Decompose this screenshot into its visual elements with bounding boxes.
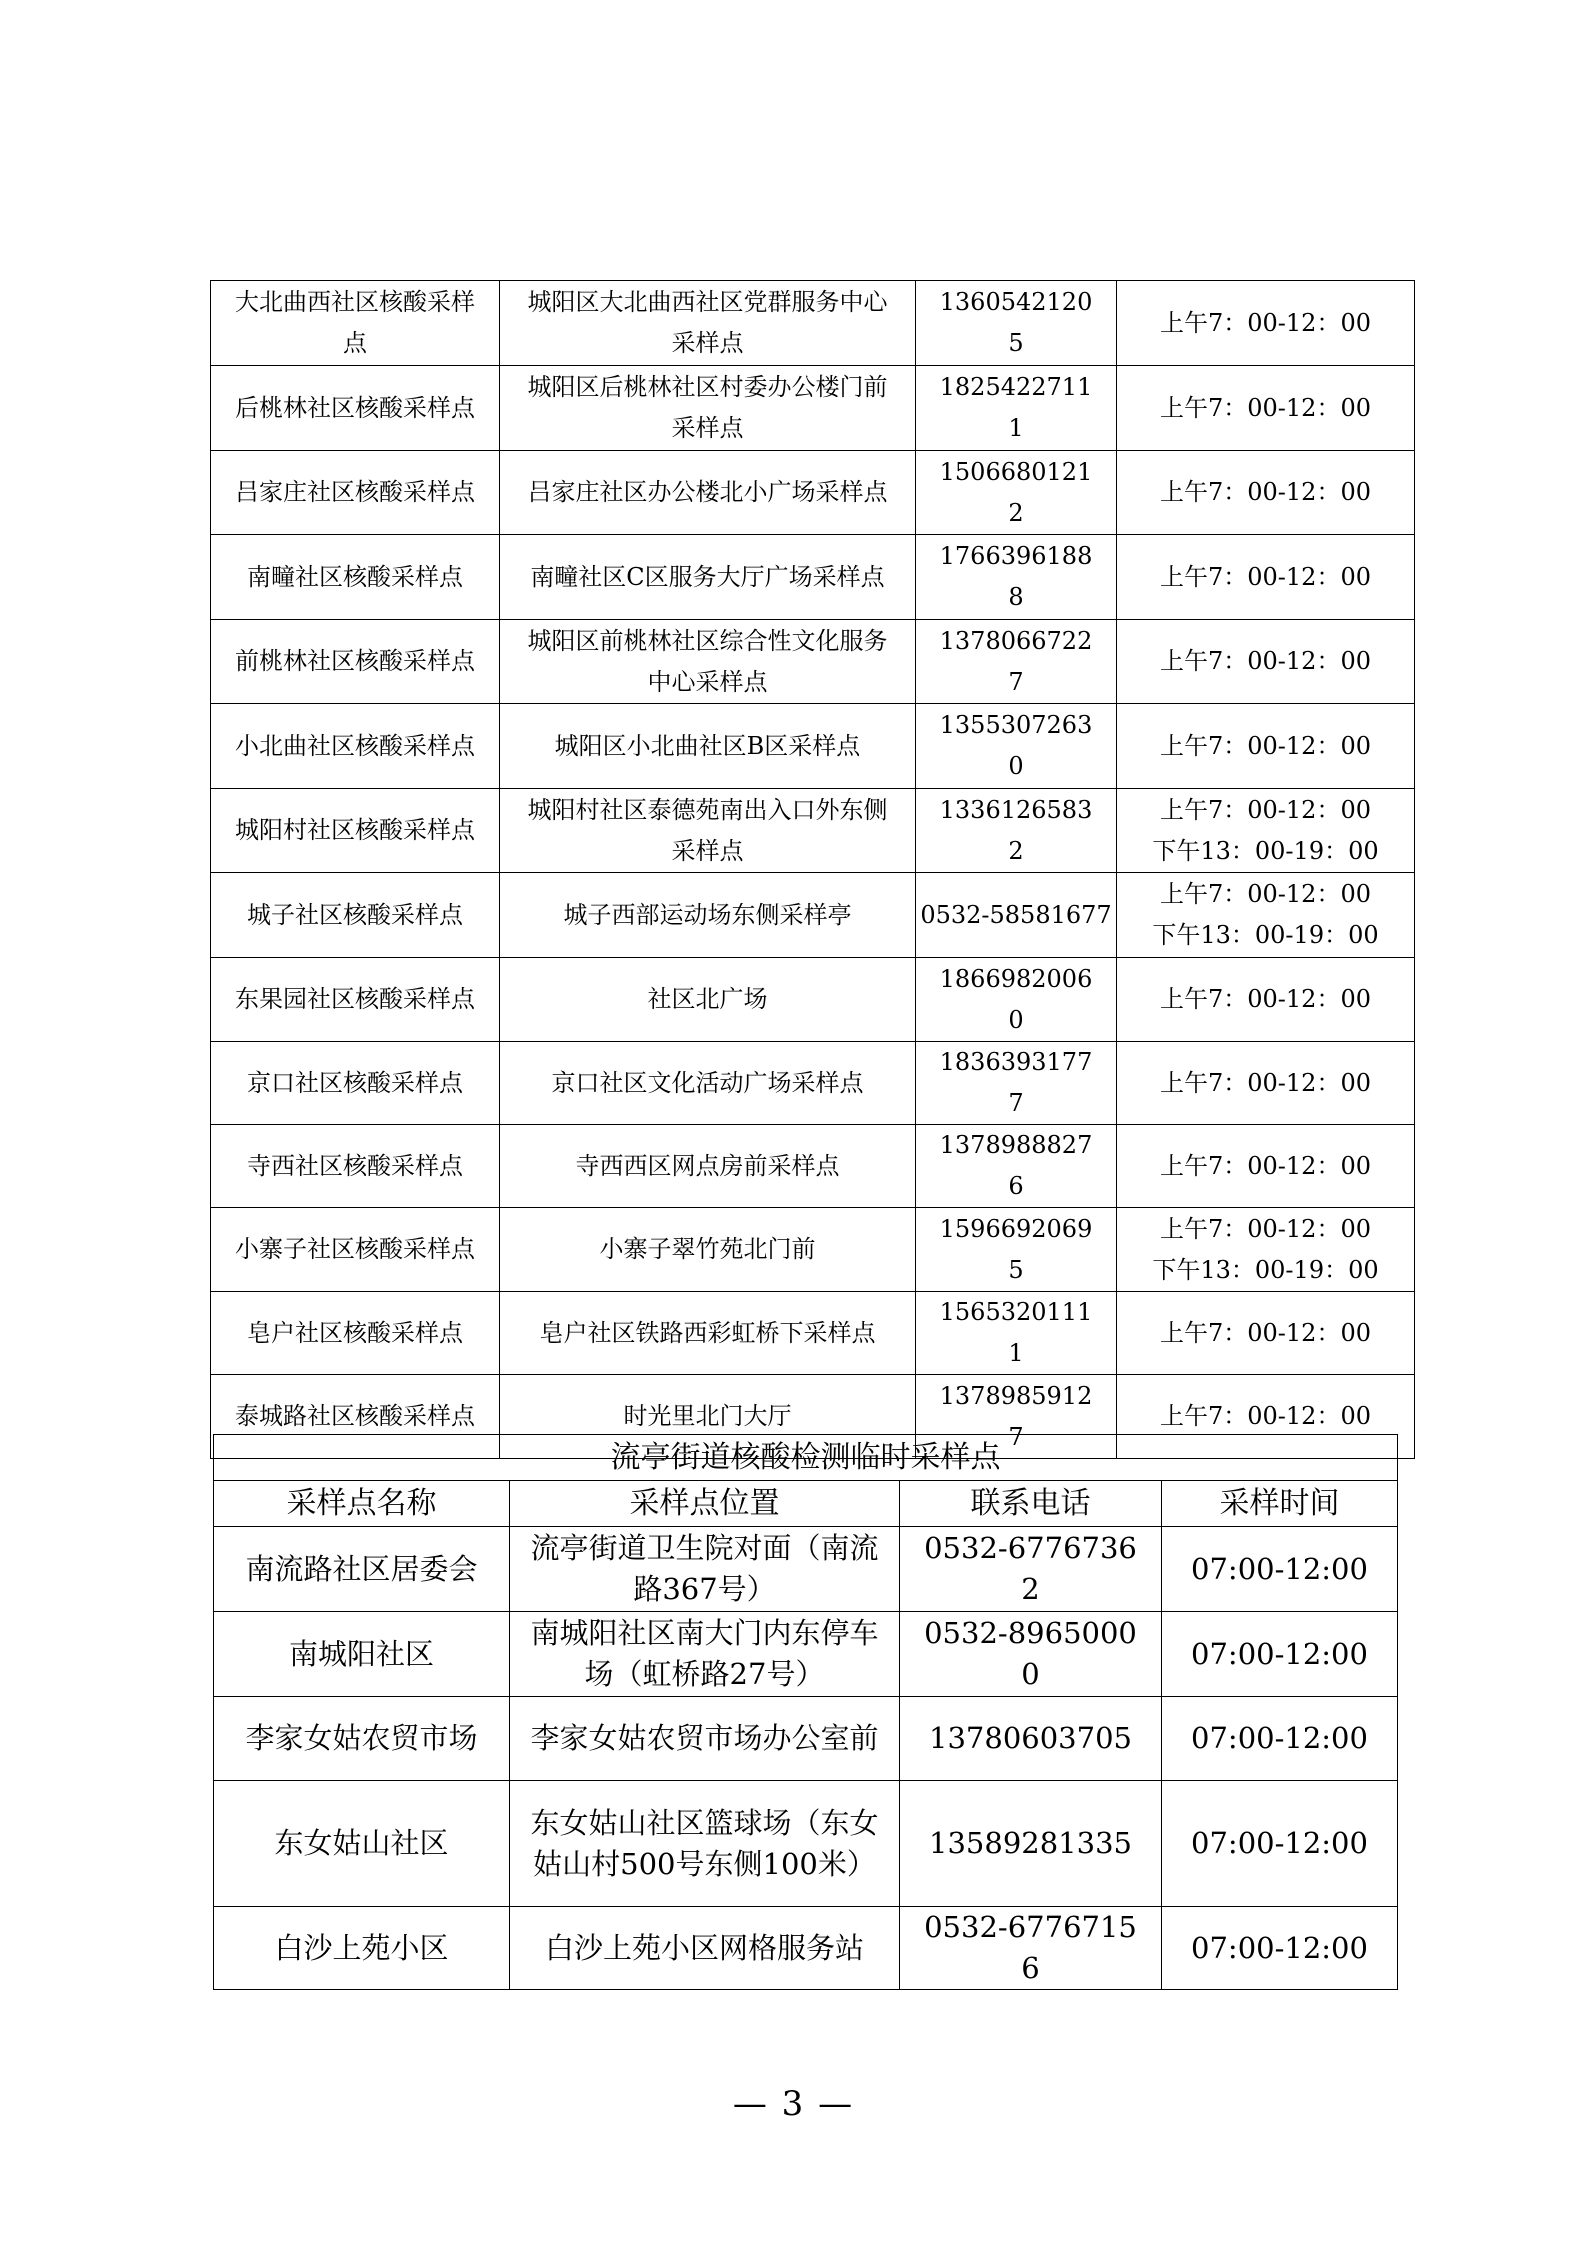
site-phone: 0532-58581677 bbox=[916, 873, 1117, 958]
site-phone: 18254227111 bbox=[916, 366, 1117, 451]
site-location: 城子西部运动场东侧采样亭 bbox=[500, 873, 916, 958]
table-row bbox=[211, 789, 1415, 873]
site-phone: 13789888276 bbox=[916, 1125, 1117, 1208]
site-time: 07:00-12:00 bbox=[1162, 1697, 1398, 1781]
time-line: 上午7：00-12：00 bbox=[1160, 478, 1371, 506]
site-name: 小寨子社区核酸采样点 bbox=[211, 1208, 500, 1292]
site-time bbox=[1117, 704, 1415, 789]
site-location: 南城阳社区南大门内东停车场（虹桥路27号） bbox=[510, 1612, 900, 1697]
site-location: 南疃社区C区服务大厅广场采样点 bbox=[500, 535, 916, 620]
table-header-row bbox=[214, 1481, 1398, 1527]
site-time: 07:00-12:00 bbox=[1162, 1907, 1398, 1990]
site-phone: 15066801212 bbox=[916, 451, 1117, 535]
site-time bbox=[1117, 958, 1415, 1042]
table-row bbox=[211, 1042, 1415, 1125]
header-phone: 联系电话 bbox=[900, 1481, 1162, 1527]
site-phone: 13605421205 bbox=[916, 281, 1117, 366]
time-line: 上午7：00-12：00 bbox=[1160, 880, 1371, 908]
table-row bbox=[211, 873, 1415, 958]
site-time bbox=[1117, 1125, 1415, 1208]
site-name: 大北曲西社区核酸采样点 bbox=[211, 281, 500, 366]
time-line: 下午13：00-19：00 bbox=[1152, 921, 1379, 949]
sampling-points-table bbox=[210, 280, 1415, 1459]
liuting-sampling-table bbox=[213, 1434, 1398, 1990]
table-row bbox=[214, 1907, 1398, 1990]
time-line: 上午7：00-12：00 bbox=[1160, 647, 1371, 675]
site-phone: 17663961888 bbox=[916, 535, 1117, 620]
site-location: 城阳区小北曲社区B区采样点 bbox=[500, 704, 916, 789]
site-time bbox=[1117, 620, 1415, 704]
site-phone: 13780667227 bbox=[916, 620, 1117, 704]
site-name: 京口社区核酸采样点 bbox=[211, 1042, 500, 1125]
site-phone: 18363931777 bbox=[916, 1042, 1117, 1125]
time-line: 上午7：00-12：00 bbox=[1160, 795, 1371, 824]
site-name: 城阳村社区核酸采样点 bbox=[211, 789, 500, 873]
site-name: 李家女姑农贸市场 bbox=[214, 1697, 510, 1781]
table-row bbox=[211, 535, 1415, 620]
site-location: 城阳村社区泰德苑南出入口外东侧采样点 bbox=[500, 789, 916, 873]
table-title-row bbox=[214, 1435, 1398, 1481]
time-line: 下午13：00-19：00 bbox=[1152, 836, 1379, 865]
site-name: 南城阳社区 bbox=[214, 1612, 510, 1697]
site-name: 吕家庄社区核酸采样点 bbox=[211, 451, 500, 535]
site-location: 城阳区前桃林社区综合性文化服务中心采样点 bbox=[500, 620, 916, 704]
site-phone: 0532-67767362 bbox=[900, 1527, 1162, 1612]
site-name: 皂户社区核酸采样点 bbox=[211, 1292, 500, 1375]
site-name: 白沙上苑小区 bbox=[214, 1907, 510, 1990]
site-location: 流亭街道卫生院对面（南流路367号） bbox=[510, 1527, 900, 1612]
site-location: 皂户社区铁路西彩虹桥下采样点 bbox=[500, 1292, 916, 1375]
time-line: 上午7：00-12：00 bbox=[1160, 308, 1371, 337]
site-name: 泰城路社区核酸采样点 bbox=[211, 1375, 500, 1459]
table-row bbox=[211, 620, 1415, 704]
site-location: 白沙上苑小区网格服务站 bbox=[510, 1907, 900, 1990]
site-time: 07:00-12:00 bbox=[1162, 1612, 1398, 1697]
site-location: 吕家庄社区办公楼北小广场采样点 bbox=[500, 451, 916, 535]
site-location: 寺西西区网点房前采样点 bbox=[500, 1125, 916, 1208]
site-time bbox=[1117, 1042, 1415, 1125]
site-phone: 13780603705 bbox=[900, 1697, 1162, 1781]
site-location: 李家女姑农贸市场办公室前 bbox=[510, 1697, 900, 1781]
site-phone: 15966920695 bbox=[916, 1208, 1117, 1292]
site-location: 城阳区大北曲西社区党群服务中心采样点 bbox=[500, 281, 916, 366]
site-name: 南流路社区居委会 bbox=[214, 1527, 510, 1612]
table-row bbox=[211, 451, 1415, 535]
site-time bbox=[1117, 873, 1415, 958]
header-time: 采样时间 bbox=[1162, 1481, 1398, 1527]
site-name: 南疃社区核酸采样点 bbox=[211, 535, 500, 620]
time-line: 上午7：00-12：00 bbox=[1160, 1151, 1371, 1180]
site-time: 07:00-12:00 bbox=[1162, 1527, 1398, 1612]
time-line: 上午7：00-12：00 bbox=[1160, 393, 1371, 422]
table-row bbox=[211, 704, 1415, 789]
site-phone: 0532-67767156 bbox=[900, 1907, 1162, 1990]
table-row bbox=[211, 1292, 1415, 1375]
table-row bbox=[211, 958, 1415, 1042]
site-location: 京口社区文化活动广场采样点 bbox=[500, 1042, 916, 1125]
time-line: 上午7：00-12：00 bbox=[1160, 731, 1371, 760]
site-name: 寺西社区核酸采样点 bbox=[211, 1125, 500, 1208]
table-row bbox=[211, 1125, 1415, 1208]
site-name: 小北曲社区核酸采样点 bbox=[211, 704, 500, 789]
site-phone: 13553072630 bbox=[916, 704, 1117, 789]
site-time bbox=[1117, 366, 1415, 451]
table-row bbox=[211, 1208, 1415, 1292]
table-title: 流亭街道核酸检测临时采样点 bbox=[214, 1435, 1398, 1481]
site-time bbox=[1117, 281, 1415, 366]
table-row bbox=[214, 1697, 1398, 1781]
time-line: 下午13：00-19：00 bbox=[1152, 1255, 1379, 1284]
site-phone: 13361265832 bbox=[916, 789, 1117, 873]
site-time bbox=[1117, 535, 1415, 620]
time-line: 上午7：00-12：00 bbox=[1160, 985, 1371, 1013]
site-location: 社区北广场 bbox=[500, 958, 916, 1042]
header-name: 采样点名称 bbox=[214, 1481, 510, 1527]
page-number: — 3 — bbox=[732, 2084, 855, 2124]
site-phone: 13789859127 bbox=[916, 1375, 1117, 1459]
table-row bbox=[214, 1612, 1398, 1697]
site-time bbox=[1117, 1208, 1415, 1292]
site-name: 城子社区核酸采样点 bbox=[211, 873, 500, 958]
site-phone: 18669820060 bbox=[916, 958, 1117, 1042]
site-location: 东女姑山社区篮球场（东女姑山村500号东侧100米） bbox=[510, 1781, 900, 1907]
table-row bbox=[211, 281, 1415, 366]
site-location: 城阳区后桃林社区村委办公楼门前采样点 bbox=[500, 366, 916, 451]
site-name: 东女姑山社区 bbox=[214, 1781, 510, 1907]
site-time bbox=[1117, 789, 1415, 873]
site-location: 时光里北门大厅 bbox=[500, 1375, 916, 1459]
table-row bbox=[214, 1527, 1398, 1612]
table-row bbox=[211, 366, 1415, 451]
site-phone: 0532-89650000 bbox=[900, 1612, 1162, 1697]
time-line: 上午7：00-12：00 bbox=[1160, 1402, 1371, 1430]
site-time bbox=[1117, 451, 1415, 535]
time-line: 上午7：00-12：00 bbox=[1160, 1068, 1371, 1097]
site-time bbox=[1117, 1292, 1415, 1375]
site-location: 小寨子翠竹苑北门前 bbox=[500, 1208, 916, 1292]
time-line: 上午7：00-12：00 bbox=[1160, 562, 1371, 591]
site-name: 后桃林社区核酸采样点 bbox=[211, 366, 500, 451]
site-phone: 13589281335 bbox=[900, 1781, 1162, 1907]
site-phone: 15653201111 bbox=[916, 1292, 1117, 1375]
table-row bbox=[214, 1781, 1398, 1907]
site-name: 东果园社区核酸采样点 bbox=[211, 958, 500, 1042]
time-line: 上午7：00-12：00 bbox=[1160, 1214, 1371, 1243]
time-line: 上午7：00-12：00 bbox=[1160, 1318, 1371, 1347]
header-location: 采样点位置 bbox=[510, 1481, 900, 1527]
site-time: 07:00-12:00 bbox=[1162, 1781, 1398, 1907]
site-name: 前桃林社区核酸采样点 bbox=[211, 620, 500, 704]
